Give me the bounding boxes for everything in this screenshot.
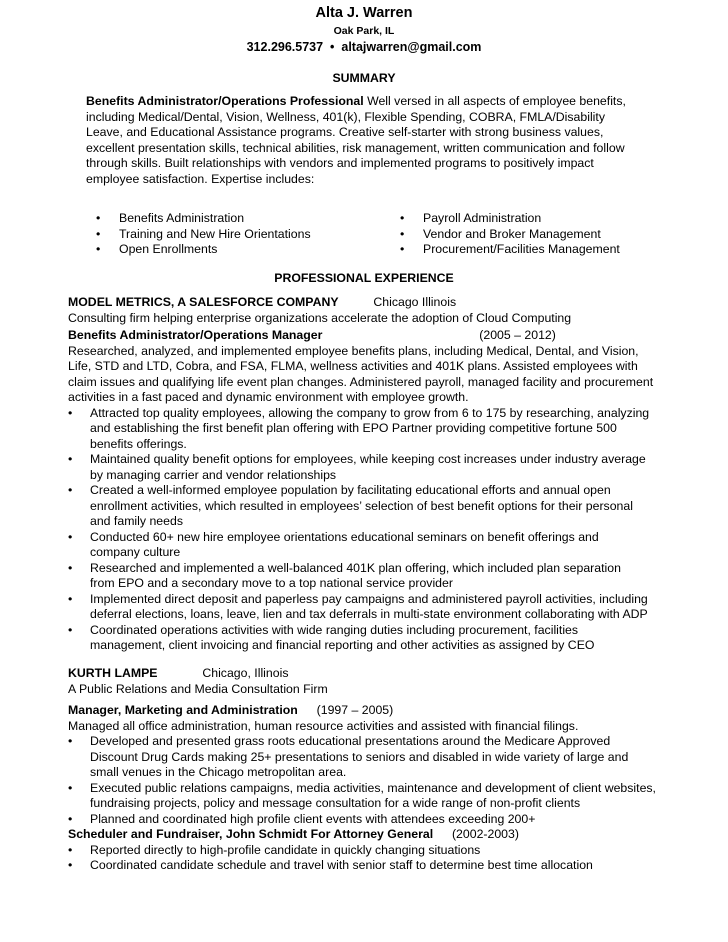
company-location: Chicago Illinois (373, 295, 457, 309)
achievement-item: • Executed public relations campaigns, media activities, maintenance and development of client websites, fundraising projects, policy and message consultation for a wide range of non-profit clients (68, 780, 656, 810)
role-summary: Researched, analyzed, and implemented employee benefits plans, including Medical, Dental, and Vision, Life, STD and LTD, Cobra, and FSA, FLMA, wellness activities and 401K plans. Assisted employees with claim issues and qualifying life event plan changes. Administered payroll, managed facility and procurement activities in a fast paced and dynamic environment with employee growth. (68, 343, 654, 404)
role-dates: (2005 – 2012) (479, 328, 556, 342)
phone-number: 312.296.5737 (246, 40, 324, 54)
contact-line (0, 40, 728, 56)
summary-paragraph (86, 94, 644, 188)
achievement-item: • Coordinated operations activities with wide ranging duties including procurement, facilities management, client invoicing and financial reporting and other activities as assigned by CEO (68, 622, 595, 652)
role-line (68, 827, 664, 843)
summary-line: including Medical/Dental, Vision, Wellness, 401(k), Flexible Spending, COBRA, FMLA/Disability (86, 109, 605, 124)
achievement-item: • Attracted top quality employees, allowing the company to grow from 6 to 175 by researching, analyzing and establishing the first benefit plan offering with EPO Partner providing competitive fortune 500 benefits offerings. (68, 405, 650, 451)
role-dates: (1997 – 2005) (316, 703, 394, 717)
company-name: MODEL METRICS, A SALESFORCE COMPANY (68, 295, 339, 309)
experience-heading: PROFESSIONAL EXPERIENCE (274, 271, 454, 285)
company-line (68, 666, 664, 682)
job-model-metrics (68, 295, 664, 654)
achievement-item: • Conducted 60+ new hire employee orientations educational seminars on benefit offerings and company culture (68, 529, 599, 559)
achievement-item: • Researched and implemented a well-balanced 401K plan offering, which included plan separation from EPO and a secondary move to a top national service provider (68, 560, 621, 590)
company-description: Consulting firm helping enterprise organizations accelerate the adoption of Cloud Computing (68, 310, 572, 325)
company-description: A Public Relations and Media Consultation Firm (68, 681, 328, 696)
achievement-item: • Planned and coordinated high profile client events with attendees exceeding 200+ (68, 811, 536, 826)
resume-page: Alta J. Warren Oak Park, IL 312.296.5737 • altajwarren@gmail.com SUMMARY Benefits Administrator/Operations Professional Well versed in all aspects of employee benefits, including Medical/Dental, Vision, Wellness, 401(k), Flexible Spending, COBRA, FMLA/Disability Leave, and Educational Assistance programs. Creative self-starter with strong business values, excellent presentation skills, technical abilities, risk management, written communication and follow through skills. Built relationships with vendors and implemented programs to positively impact employee satisfaction. Expertise includes: • Benefits Administration • Training and New Hire Orientations • Open Enrollments • Payroll Administration • Vendor and Broker Management • Procurement/Facilities Management PROFESSIONAL EXPERIENCE MODEL METRICS, A SALESFORCE COMPANY Chicago Illinois Consulting firm helping enterprise organizations accelerate the adoption of Cloud Computing Benefits Administrator/Operations Manager (2005 – 2012) Researched, analyzed, and implemented employee benefits plans, including Medical, Dental, and Vision, Life, STD and LTD, Cobra, and FSA, FLMA, wellness activities and 401K plans. Assisted employees with claim issues and qualifying life event plan changes. Administered payroll, managed facility and procurement activities in a fast paced and dynamic environment with employee growth. • Attracted top quality employees, allowing the company to grow from 6 to 175 by researching, analyzing and establishing the first benefit plan offering with EPO Partner providing competitive fortune 500 benefits offerings. • Maintained quality benefit options for employees, while keeping cost increases under industry average by managing carrier and vendor relationships • Created a well-informed employee population by facilitating educational efforts and annual open enrollment activities, which resulted in employees’ selection of best benefit options for their personal and family needs • Conducted 60+ new hire employee orientations educational seminars on benefit offerings and company culture • Researched and implemented a well-balanced 401K plan offering, which included plan separation from EPO and a secondary move to a top national service provider • Implemented direct deposit and paperless pay campaigns and administered payroll activities, including deferral elections, loans, leave, lien and tax deferrals in multi-state environment collaborating with ADP • Coordinated operations activities with wide ranging duties including procurement, facilities management, client invoicing and financial reporting and other activities as assigned by CEO KURTH LAMPE Chicago, Illinois A Public Relations and Media Consultation Firm Manager, Marketing and Administration (1997 – 2005) Managed all office administration, human resource activities and assisted with financial filings. • Developed and presented grass roots educational presentations around the Medicare Approved Discount Drug Cards making 25+ presentations to seniors and disabled in wide variety of large and small venues in the Chicago metropolitan area. • Executed public relations campaigns, media activities, maintenance and development of client websites, fundraising projects, policy and message consultation for a wide range of non-profit clients • Planned and coordinated high profile client events with attendees exceeding 200+ Scheduler and Fundraiser, John Schmidt For Attorney General (2002-2003) • Reported directly to high-profile candidate in quickly changing situations • Coordinated candidate schedule and travel with senior staff to determine best time allocation (0, 0, 728, 942)
achievement-item: • Coordinated candidate schedule and travel with senior staff to determine best time allocation (68, 858, 593, 872)
role-summary: Managed all office administration, human resource activities and assisted with financial filings. (68, 718, 579, 733)
role-title: Scheduler and Fundraiser, John Schmidt For Attorney General (68, 827, 434, 841)
role-line (68, 328, 664, 344)
role-title: Manager, Marketing and Administration (68, 703, 298, 717)
role-dates: (2002-2003) (451, 827, 519, 841)
summary-line: employee satisfaction. Expertise includes: (86, 171, 315, 186)
achievement-item: • Reported directly to high-profile candidate in quickly changing situations (68, 842, 481, 857)
candidate-name: Alta J. Warren (315, 5, 413, 21)
job-kurth-lampe (68, 666, 664, 874)
role-title: Benefits Administrator/Operations Manager (68, 328, 323, 342)
achievement-list (68, 843, 664, 874)
achievement-item: • Created a well-informed employee population by facilitating educational efforts and annual open enrollment activities, which resulted in employees’ selection of best benefit options for their personal and family needs (68, 483, 633, 528)
achievement-list (68, 734, 664, 827)
email-address: altajwarren@gmail.com (341, 40, 482, 54)
candidate-location: Oak Park, IL (333, 25, 395, 37)
company-location: Chicago, Illinois (202, 666, 289, 680)
summary-lead: Benefits Administrator/Operations Professional (86, 94, 364, 108)
summary-line: Benefits Administrator/Operations Professional Well versed in all aspects of employee benefits, (86, 94, 626, 108)
achievement-item: • Developed and presented grass roots educational presentations around the Medicare Approved Discount Drug Cards making 25+ presentations to seniors and disabled in wide variety of large and small venues in the Chicago metropolitan area. (68, 734, 629, 779)
company-line (68, 295, 664, 311)
company-name: KURTH LAMPE (68, 666, 158, 680)
separator-bullet: • (330, 40, 335, 54)
summary-heading: SUMMARY (332, 71, 396, 85)
summary-line: excellent presentation skills, technical abilities, risk management, written communication and follow (86, 140, 625, 155)
achievement-item: • Maintained quality benefit options for employees, while keeping cost increases under industry average by managing carrier and vendor relationships (68, 452, 646, 482)
achievement-item: • Implemented direct deposit and paperless pay campaigns and administered payroll activities, including deferral elections, loans, leave, lien and tax deferrals in multi-state environment collaborating with ADP (68, 591, 648, 621)
summary-line: Leave, and Educational Assistance programs. Creative self-starter with strong business values, (86, 125, 604, 140)
role-line (68, 703, 664, 719)
achievement-list (68, 406, 664, 654)
summary-line: through skills. Built relationships with vendors and implemented programs to positively impact (86, 156, 594, 171)
